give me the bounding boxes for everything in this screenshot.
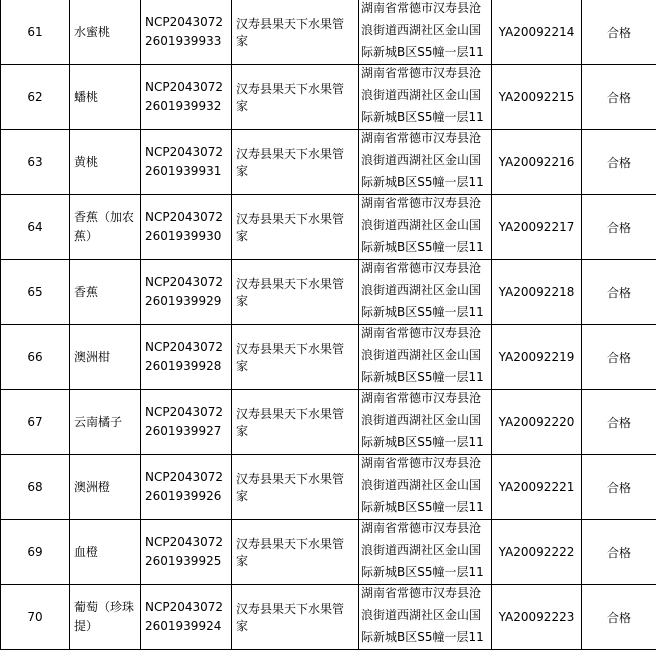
- sample-code: NCP20430722601939929: [141, 260, 232, 325]
- sample-code: NCP20430722601939927: [141, 390, 232, 455]
- table-row: [1, 0, 656, 65]
- sample-name: 澳洲柑: [70, 325, 141, 390]
- test-result: 合格: [582, 585, 656, 650]
- seller-address-cell: [359, 130, 492, 195]
- seller-name: 汉寿县果天下水果管家: [232, 390, 359, 455]
- sample-name: 黄桃: [70, 130, 141, 195]
- table-row: [1, 585, 656, 650]
- seller-address-cell: [359, 195, 492, 260]
- seller-address-cell: [359, 520, 492, 585]
- row-number: 62: [1, 65, 70, 130]
- seller-address-cell: [359, 325, 492, 390]
- report-number: YA20092222: [492, 520, 582, 585]
- sample-name: 葡萄（珍珠提）: [70, 585, 141, 650]
- seller-address: 湖南省常德市汉寿县沧浪街道西湖社区金山国际新城B区S5幢一层11: [361, 1, 484, 59]
- seller-address: 湖南省常德市汉寿县沧浪街道西湖社区金山国际新城B区S5幢一层11: [361, 131, 484, 189]
- row-number: 68: [1, 455, 70, 520]
- seller-address-cell: [359, 65, 492, 130]
- seller-address: 湖南省常德市汉寿县沧浪街道西湖社区金山国际新城B区S5幢一层11: [361, 391, 484, 449]
- row-number: 67: [1, 390, 70, 455]
- seller-name: 汉寿县果天下水果管家: [232, 325, 359, 390]
- seller-address-cell: [359, 0, 492, 65]
- seller-name: 汉寿县果天下水果管家: [232, 0, 359, 65]
- test-result: 合格: [582, 260, 656, 325]
- sample-code: NCP20430722601939925: [141, 520, 232, 585]
- seller-address: 湖南省常德市汉寿县沧浪街道西湖社区金山国际新城B区S5幢一层11: [361, 196, 484, 254]
- table-row: [1, 520, 656, 585]
- seller-address: 湖南省常德市汉寿县沧浪街道西湖社区金山国际新城B区S5幢一层11: [361, 456, 484, 514]
- sample-code: NCP20430722601939933: [141, 0, 232, 65]
- report-number: YA20092218: [492, 260, 582, 325]
- report-number: YA20092215: [492, 65, 582, 130]
- sample-code: NCP20430722601939932: [141, 65, 232, 130]
- sample-name: 血橙: [70, 520, 141, 585]
- seller-name: 汉寿县果天下水果管家: [232, 260, 359, 325]
- row-number: 66: [1, 325, 70, 390]
- sample-name: 澳洲橙: [70, 455, 141, 520]
- sample-code: NCP20430722601939926: [141, 455, 232, 520]
- seller-address: 湖南省常德市汉寿县沧浪街道西湖社区金山国际新城B区S5幢一层11: [361, 66, 484, 124]
- table-row: [1, 65, 656, 130]
- test-result: 合格: [582, 195, 656, 260]
- test-result: 合格: [582, 130, 656, 195]
- row-number: 64: [1, 195, 70, 260]
- table-row: [1, 260, 656, 325]
- test-result: 合格: [582, 65, 656, 130]
- seller-address-cell: [359, 585, 492, 650]
- report-number: YA20092216: [492, 130, 582, 195]
- sample-code: NCP20430722601939928: [141, 325, 232, 390]
- sample-code: NCP20430722601939924: [141, 585, 232, 650]
- table-row: [1, 195, 656, 260]
- row-number: 70: [1, 585, 70, 650]
- row-number: 65: [1, 260, 70, 325]
- seller-address: 湖南省常德市汉寿县沧浪街道西湖社区金山国际新城B区S5幢一层11: [361, 586, 484, 644]
- seller-name: 汉寿县果天下水果管家: [232, 520, 359, 585]
- seller-address: 湖南省常德市汉寿县沧浪街道西湖社区金山国际新城B区S5幢一层11: [361, 521, 484, 579]
- test-result: 合格: [582, 390, 656, 455]
- test-result: 合格: [582, 325, 656, 390]
- row-number: 69: [1, 520, 70, 585]
- report-number: YA20092219: [492, 325, 582, 390]
- sample-code: NCP20430722601939930: [141, 195, 232, 260]
- seller-address: 湖南省常德市汉寿县沧浪街道西湖社区金山国际新城B区S5幢一层11: [361, 326, 484, 384]
- test-result: 合格: [582, 520, 656, 585]
- row-number: 61: [1, 0, 70, 65]
- seller-address-cell: [359, 390, 492, 455]
- report-number: YA20092220: [492, 390, 582, 455]
- sample-name: 香蕉: [70, 260, 141, 325]
- seller-name: 汉寿县果天下水果管家: [232, 130, 359, 195]
- sample-name: 香蕉（加农蕉）: [70, 195, 141, 260]
- report-number: YA20092217: [492, 195, 582, 260]
- table-row: [1, 325, 656, 390]
- seller-address: 湖南省常德市汉寿县沧浪街道西湖社区金山国际新城B区S5幢一层11: [361, 261, 484, 319]
- seller-address-cell: [359, 455, 492, 520]
- table-row: [1, 130, 656, 195]
- seller-name: 汉寿县果天下水果管家: [232, 455, 359, 520]
- table-row: [1, 390, 656, 455]
- seller-name: 汉寿县果天下水果管家: [232, 585, 359, 650]
- seller-address-cell: [359, 260, 492, 325]
- test-result: 合格: [582, 0, 656, 65]
- sample-code: NCP20430722601939931: [141, 130, 232, 195]
- seller-name: 汉寿县果天下水果管家: [232, 195, 359, 260]
- report-number: YA20092223: [492, 585, 582, 650]
- report-number: YA20092214: [492, 0, 582, 65]
- table-row: [1, 455, 656, 520]
- sample-name: 蟠桃: [70, 65, 141, 130]
- sample-name: 水蜜桃: [70, 0, 141, 65]
- report-number: YA20092221: [492, 455, 582, 520]
- table-body: [1, 0, 656, 650]
- row-number: 63: [1, 130, 70, 195]
- seller-name: 汉寿县果天下水果管家: [232, 65, 359, 130]
- sample-name: 云南橘子: [70, 390, 141, 455]
- test-result: 合格: [582, 455, 656, 520]
